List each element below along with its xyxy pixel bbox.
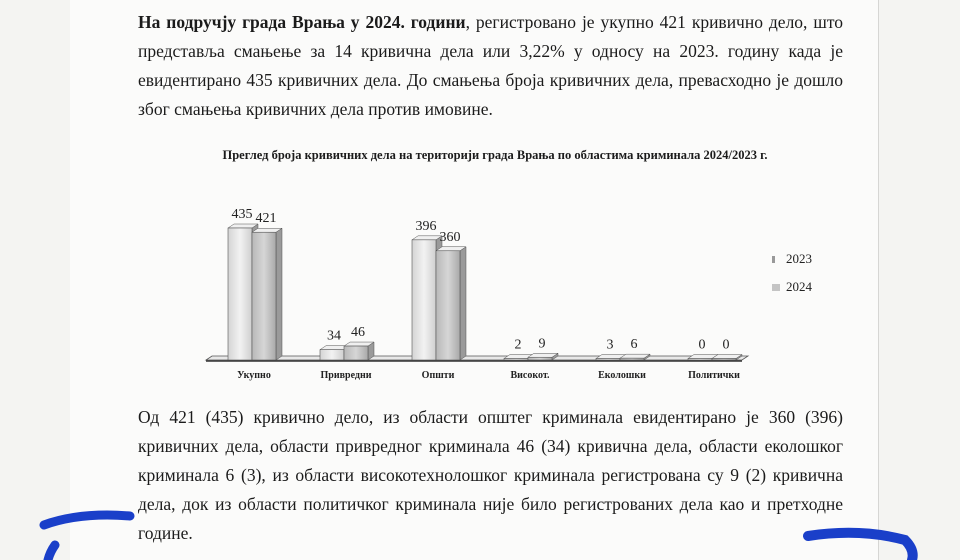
legend-swatch-2023	[772, 256, 775, 263]
value-label-2023-0: 435	[231, 207, 253, 222]
bar-2023-2	[412, 240, 436, 360]
summary-paragraph: Од 421 (435) кривично дело, из области општег криминала евидентирано је 360 (396) кривичних дела, области привредног криминала 46 (34) кривична дела, области еколошког криминала 6 (3), из области високотехнолошког криминала регистрована су 9 (2) кривична дела, док из области политичког криминала није било регистрованих дела као и претходне године.	[138, 407, 843, 543]
value-label-2024-0: 421	[255, 211, 277, 227]
intro-bold-lead: На подручју града Врања у 2024. години	[138, 12, 466, 32]
category-label-0: Укупно	[237, 370, 271, 381]
bar-2023-0	[228, 228, 252, 360]
bar-2024-2	[436, 251, 460, 360]
value-label-2023-4: 3	[606, 337, 614, 353]
bar-2024-4	[620, 358, 644, 360]
bar-2023-1	[320, 350, 344, 360]
value-label-2024-1: 46	[351, 325, 365, 341]
value-label-2024-5: 0	[722, 337, 730, 353]
bar-2024-0	[252, 232, 276, 360]
bar-2023-3	[504, 359, 528, 361]
value-label-2024-4: 6	[630, 337, 638, 353]
value-label-2023-5: 0	[698, 337, 706, 353]
bar-2024-1	[344, 346, 368, 360]
intro-paragraph-text: , регистровано је укупно 421 кривично дело, што представља смањење за 14 кривична дела или 3,22% у односу на 2023. годину када је евидентирано 435 кривичних дела. До смањења броја кривичних дела, превасходно је дошло због смањења кривичних дела против имовине.	[138, 12, 843, 119]
category-label-3: Високот.	[510, 370, 550, 381]
chart-floor	[206, 356, 748, 360]
chart-title: Преглед броја кривичних дела на територији града Врања по областима криминала 2024/2023 г.	[222, 148, 768, 162]
bar-2024-5	[712, 359, 736, 361]
bar-side-2024-2	[460, 247, 466, 360]
value-label-2023-3: 2	[514, 337, 522, 353]
bar-2024-3	[528, 357, 552, 360]
bar-2023-5	[688, 359, 712, 361]
value-label-2024-2: 360	[439, 229, 461, 245]
bar-side-2024-0	[276, 228, 282, 360]
category-label-5: Политички	[688, 370, 740, 381]
value-label-2023-1: 34	[327, 328, 341, 344]
legend-swatch-2024	[772, 284, 780, 291]
category-label-1: Привредни	[320, 370, 372, 381]
legend-label-2024: 2024	[786, 279, 812, 294]
bar-2023-4	[596, 359, 620, 361]
category-label-2: Општи	[421, 370, 455, 381]
value-label-2023-2: 396	[415, 218, 437, 234]
value-label-2024-3: 9	[538, 336, 546, 352]
legend-label-2023: 2023	[786, 251, 812, 266]
category-label-4: Еколошки	[598, 370, 646, 381]
